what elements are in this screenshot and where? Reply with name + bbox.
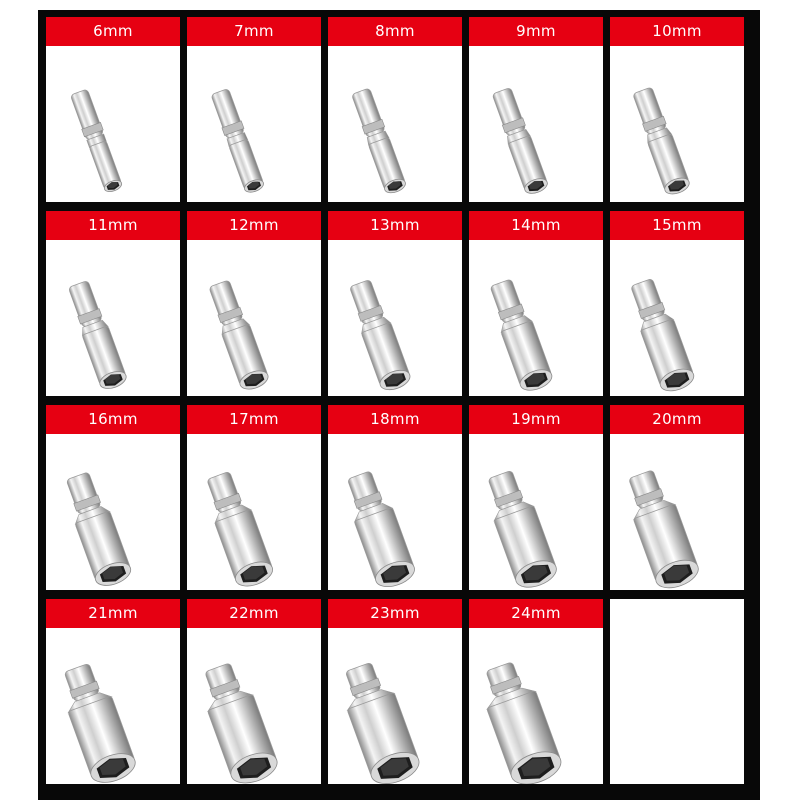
socket-image [46,46,180,202]
socket-size-chart [38,10,760,800]
socket-size-label: 20mm [610,405,744,434]
socket-grid [46,17,744,784]
socket-image [187,240,321,396]
socket-size-label: 14mm [469,211,603,240]
socket-image [187,434,321,590]
socket-image [610,46,744,202]
socket-image [46,240,180,396]
socket-image [469,240,603,396]
socket-cell [328,17,462,202]
socket-cell [328,405,462,590]
socket-size-label: 18mm [328,405,462,434]
socket-image [187,46,321,202]
socket-size-label: 10mm [610,17,744,46]
socket-cell [469,17,603,202]
socket-cell [46,405,180,590]
socket-cell [187,599,321,784]
socket-cell [469,405,603,590]
socket-image [328,434,462,590]
socket-cell [187,405,321,590]
socket-size-label: 7mm [187,17,321,46]
socket-size-label: 15mm [610,211,744,240]
socket-cell [469,599,603,784]
socket-cell [610,405,744,590]
socket-size-label: 21mm [46,599,180,628]
socket-image [469,434,603,590]
socket-image [610,434,744,590]
socket-image [610,240,744,396]
socket-size-label: 13mm [328,211,462,240]
socket-image [328,628,462,784]
socket-cell [610,211,744,396]
socket-cell [469,211,603,396]
socket-image [328,46,462,202]
socket-size-label: 16mm [46,405,180,434]
socket-image [46,628,180,784]
socket-size-label: 9mm [469,17,603,46]
socket-image [469,628,603,784]
socket-size-label: 8mm [328,17,462,46]
socket-size-label: 22mm [187,599,321,628]
socket-cell [46,211,180,396]
socket-size-label: 11mm [46,211,180,240]
socket-cell [610,17,744,202]
socket-image [328,240,462,396]
socket-cell [328,211,462,396]
socket-cell [187,17,321,202]
socket-size-label: 19mm [469,405,603,434]
socket-image [46,434,180,590]
socket-size-label: 23mm [328,599,462,628]
socket-cell [328,599,462,784]
socket-image [469,46,603,202]
empty-cell [610,599,744,784]
socket-cell [46,599,180,784]
socket-size-label: 6mm [46,17,180,46]
socket-size-label: 12mm [187,211,321,240]
socket-cell [46,17,180,202]
socket-size-label: 24mm [469,599,603,628]
socket-image [187,628,321,784]
socket-cell [187,211,321,396]
socket-size-label: 17mm [187,405,321,434]
